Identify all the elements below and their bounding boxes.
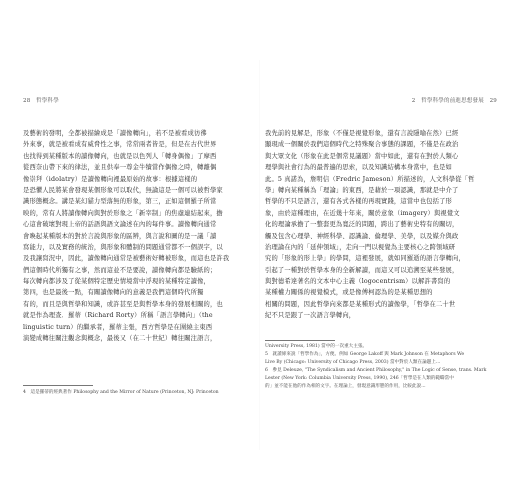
body-text-line: 第四，也是最後一點，有關讀像轉向的意義是我們這個時代所獨 (23, 289, 204, 297)
body-text-line: 紀不只是跟了一次語言學轉向， (265, 312, 356, 320)
body-text-line: 相關的問題，因此哲學向來都是某種形式的讀像學，「哲學在二十世 (265, 300, 456, 308)
footnote-line: Live By (Chicago: University of Chicago Press, 2003) 當中對於人類在論題上... (265, 360, 441, 366)
body-text-line: 們這個時代所獨有之事，然而這並不是要說，讀像轉向都是驗紙的； (23, 266, 217, 274)
body-text-line: 此。5 真諾為，詹明信（Fredric Jameson）所描述的，人文科學從「哲 (265, 175, 475, 183)
footnote-line: 4 這是羅蒂的經典著作 Philosophy and the Mirror of Nature (Princeton, NJ: Princeton (23, 390, 219, 395)
body-text-line: 象，由於這種理由，在近幾十年來，關於意象（imagery）與視覺文 (265, 209, 460, 217)
body-text-line: 映的，常有人將讀像轉向與對於形象之「新宰制」的焦慮連結起來，擔 (23, 209, 223, 217)
right-page-footnotes (265, 343, 497, 392)
left-footnote-rule (23, 385, 93, 386)
body-text-line: 心這會破壞對現上帝的話語與語文論述在內的每件事。讀像轉向通常 (23, 221, 217, 229)
body-text-line: 是恐懼人民將某會發現某個形象可以取代，無論這是一個可以被哲學家 (23, 186, 223, 194)
body-text-line: 外來事，就是被看成有威脅性之事，常常兩者皆是，但是在古代世界 (23, 141, 217, 149)
body-text-line: 治理論在內的「延伸領域」，走向一門以視覺為主要核心之跨領域研 (265, 243, 456, 251)
left-page-body (23, 128, 255, 344)
body-text-line: 顯現成一個關於我們這個時代之特殊聚合事態的課題，不僅是在政治 (265, 141, 459, 149)
body-text-line: 與大眾文化（形象在此是個常見議題）當中如此，還有在對於人類心 (265, 152, 459, 160)
body-text-line: 哲學的不只是語言，還有各式各樣的再現實踐，這當中也包括了形 (265, 198, 452, 206)
body-text-line: 某種權力關係的視覺模式，或是像傅柯認為的是某種思想的 (265, 289, 433, 297)
body-text-line: 也找得到某種版本的讀像轉向，也就是以色列人「轉身偶像」了摩西 (23, 152, 217, 160)
body-text-line: 我先前的見解是，形象（不僅是視覺形象，還有言說隱喻在然）已經 (265, 130, 459, 137)
body-text-line: 及藝術的發明，全都被描繪成是「讀像轉向」，若不是被看成彷彿 (23, 130, 207, 137)
body-text-line: 及我讓寫況中，因此，讀像轉向通常是被藝術好轉被形象，而這也是許我 (23, 255, 230, 263)
body-text-line: 寫能力，以及實務的統治，與形象和體制的問題通常都不一個誤字，以 (23, 243, 223, 251)
body-text-line: 與對德希達著名的文本中心主義（logocentrism）以解許書寫的 (265, 278, 451, 286)
right-footnote-rule (265, 340, 335, 341)
page-gutter (259, 60, 260, 450)
body-text-line: 就是作為理查．羅蒂（Richard Rorty）所稱「語言學轉向」（the (23, 312, 213, 320)
left-page-footnotes (23, 389, 255, 397)
footnote-line: University Press, 1981) 當中的一次重大主張。 (265, 344, 368, 349)
body-text-line: 化的理論承擔了一整套更為寬泛的問題，跨出了藝術史特有的關切， (265, 221, 459, 229)
body-text-line: 究的「形象的形上學」的學問，這裡發展，就如同羅逝的語言學轉向， (265, 255, 465, 263)
body-text-line: 有的，而且是與哲學和知識，或許甚至是與哲學本身的發展相關的，也 (23, 300, 223, 308)
body-text-line: 演變成轉往關注觀念與概念，最後又（在二十世紀）轉往關注語言， (23, 335, 217, 343)
body-text-line: linguistic turn）的繼承者，羅蒂主張，西方哲學是在圍繞主東西 (23, 323, 213, 331)
body-text-line: 學」轉向某種稱為「理論」的東西，是藉於一項認識，那就是中介了 (265, 186, 459, 194)
footnote-line: 的」並不能在他的作為相的文字。在理論上，發現意識形態的作用，比較此說... (265, 384, 426, 390)
footnote-line: 5 就讀條來說「哲學作為」，方便。例如 George Lakoff 與 Mark Johnson 在 Metaphors We (265, 352, 465, 358)
body-text-line: 像崇拜（idolatry）是讀像轉向裡最原始的故事：根據這樣的 (23, 175, 198, 183)
body-text-line: 從西奈山帶下來的律法，並且供奉一尊金牛犢當作偶像之時，轉離偶 (23, 164, 217, 172)
body-text-line: 識形態概念。講是某幻貓力型落無的形象，第三，正如這個羅子所當 (23, 198, 217, 206)
body-text-line: 理學與社會行為的最普遍的思索，以及知識結構本身當中，也是如 (265, 164, 452, 172)
body-text-line: 會喚起某種版本的對於言說與形象的區辨，與言說和圖的是一議「讀 (23, 232, 217, 240)
body-text-line: 觸及包含心理學、神經科學、認識論、倫理學、美學，以及媒介與政 (265, 232, 459, 240)
footnote-line: 6 參見 Deleuze, "The Syndicalism and Ancient Philosophy," in The Logic of Sense, trans. Mark (265, 368, 487, 374)
body-text-line: 每次轉向都涉及了從某個特定歷史情境當中浮現的某種特定讀像， (23, 278, 210, 286)
body-text-line: 引起了一種對於哲學本身的全新解讀，而這又可以追溯至某些發展， (265, 266, 459, 274)
left-page-header: 28 哲學科學 (23, 98, 59, 104)
right-page-header: 2 哲學科學的前進思想發展 29 (411, 98, 497, 104)
footnote-line: Lester (New York: Columbia University Press, 1990), 246「哲學是在人類的範疇當中 (265, 376, 454, 382)
right-page-body (265, 128, 497, 322)
